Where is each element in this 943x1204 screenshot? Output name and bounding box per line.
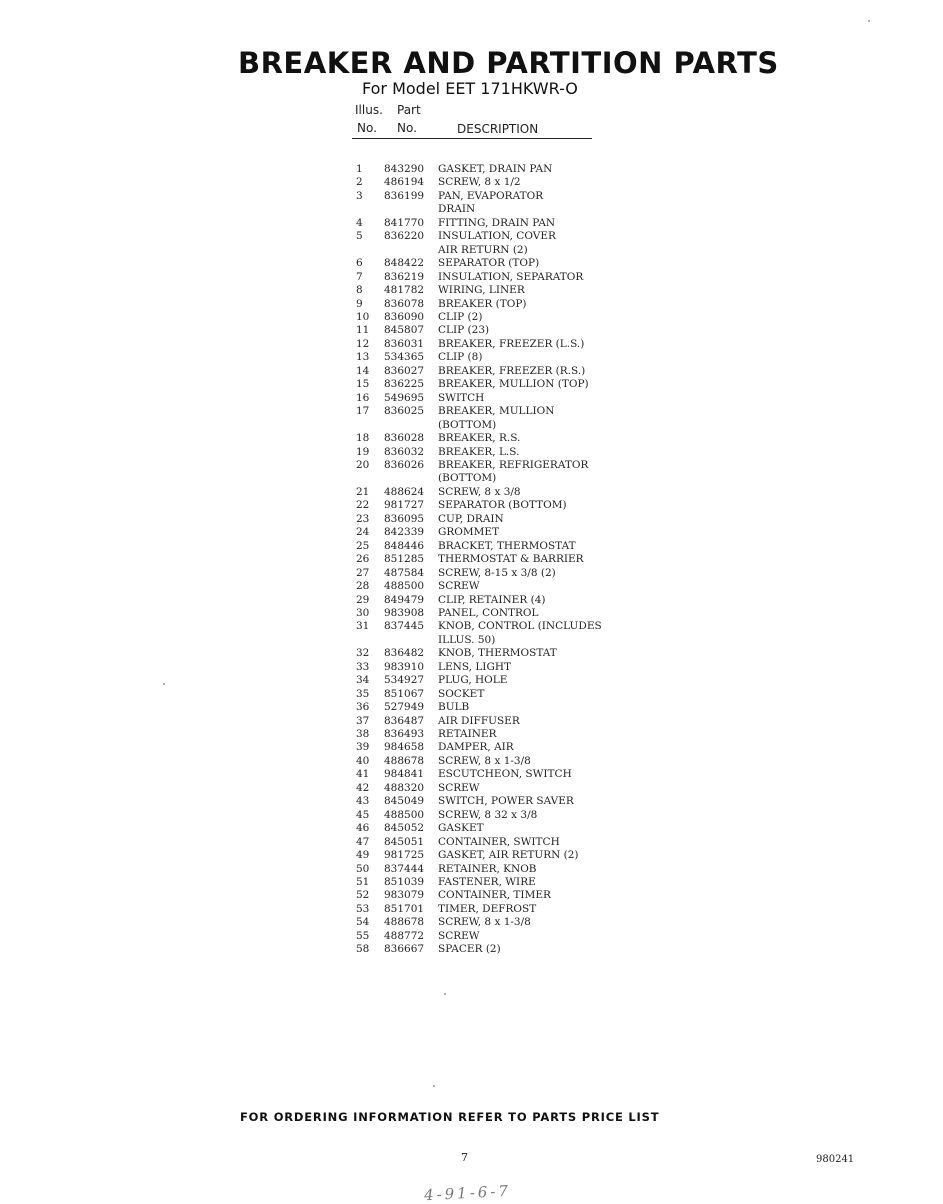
illus-number: 6 — [356, 257, 363, 270]
part-number: 845052 — [384, 822, 425, 835]
illus-number: 20 — [356, 458, 370, 471]
parts-row — [356, 809, 616, 822]
part-number: 983910 — [384, 660, 425, 673]
part-number: 836026 — [384, 458, 425, 471]
illus-number: 27 — [356, 566, 370, 579]
parts-row — [356, 715, 616, 728]
part-number — [384, 419, 438, 432]
part-number — [384, 472, 438, 485]
part-description: LENS, LIGHT — [438, 660, 511, 673]
parts-row — [356, 661, 616, 674]
illus-number: 58 — [356, 943, 370, 956]
part-number: 534927 — [384, 674, 425, 687]
part-number: 981725 — [384, 849, 425, 862]
illus-number: 5 — [356, 230, 363, 243]
part-number: 851067 — [384, 687, 425, 700]
illus-number: 23 — [356, 512, 370, 525]
parts-row — [356, 217, 616, 230]
part-description: ILLUS. 50) — [438, 633, 496, 646]
parts-row — [356, 392, 616, 405]
column-header-illus-no: No. — [357, 121, 377, 135]
parts-row — [356, 688, 616, 701]
illus-number: 4 — [356, 216, 363, 229]
part-description: AIR DIFFUSER — [438, 714, 520, 727]
part-description: GASKET, DRAIN PAN — [438, 163, 553, 175]
illus-number: 50 — [356, 862, 370, 875]
illus-number: 38 — [356, 728, 370, 741]
illus-number: 11 — [356, 324, 370, 337]
parts-row — [356, 755, 616, 768]
parts-row — [356, 553, 616, 566]
parts-row — [356, 620, 616, 633]
model-subtitle: For Model EET 171HKWR-O — [362, 79, 578, 98]
parts-row — [356, 701, 616, 714]
part-description: SCREW, 8 x 1-3/8 — [438, 754, 531, 767]
illus-number: 36 — [356, 701, 370, 714]
part-number: 851701 — [384, 902, 425, 915]
part-number: 527949 — [384, 701, 425, 714]
part-description: WIRING, LINER — [438, 284, 525, 297]
header-rule — [352, 138, 592, 139]
illus-number: 41 — [356, 768, 370, 781]
illus-number: 15 — [356, 378, 370, 391]
part-number: 837445 — [384, 620, 425, 633]
parts-row — [356, 863, 616, 876]
part-number: 983079 — [384, 889, 425, 902]
illus-number: 9 — [356, 297, 363, 310]
parts-row — [356, 876, 616, 889]
parts-row — [356, 607, 616, 620]
part-number: 836032 — [384, 445, 425, 458]
parts-row — [356, 244, 616, 257]
part-description: BREAKER, MULLION (TOP) — [438, 378, 589, 391]
illus-number: 54 — [356, 916, 370, 929]
part-number: 488624 — [384, 485, 425, 498]
part-description: (BOTTOM) — [438, 472, 497, 485]
part-description: AIR RETURN (2) — [438, 243, 528, 256]
parts-row — [356, 526, 616, 539]
part-description: CLIP (8) — [438, 351, 483, 364]
parts-row — [356, 324, 616, 337]
part-number: 837444 — [384, 862, 425, 875]
part-description: FITTING, DRAIN PAN — [438, 216, 556, 229]
illus-number: 33 — [356, 660, 370, 673]
part-description: GASKET, AIR RETURN (2) — [438, 849, 579, 862]
part-number: 549695 — [384, 391, 425, 404]
illus-number: 34 — [356, 674, 370, 687]
part-number: 836220 — [384, 230, 425, 243]
parts-row — [356, 311, 616, 324]
illus-number — [356, 419, 384, 432]
parts-row — [356, 849, 616, 862]
illus-number: 52 — [356, 889, 370, 902]
illus-number: 26 — [356, 553, 370, 566]
handwritten-note: 4-91-6-7 — [423, 1181, 512, 1204]
part-description: SCREW, 8-15 x 3/8 (2) — [438, 566, 556, 579]
part-number: 836095 — [384, 512, 425, 525]
part-number: 488500 — [384, 808, 425, 821]
part-description: BREAKER, R.S. — [438, 432, 521, 445]
part-number: 836028 — [384, 432, 425, 445]
part-number: 836487 — [384, 714, 425, 727]
parts-row — [356, 889, 616, 902]
part-description: SWITCH, POWER SAVER — [438, 795, 574, 808]
part-number: 984658 — [384, 741, 425, 754]
part-number: 841770 — [384, 216, 425, 229]
illus-number: 25 — [356, 539, 370, 552]
parts-row — [356, 836, 616, 849]
parts-row — [356, 486, 616, 499]
part-description: PLUG, HOLE — [438, 674, 508, 687]
part-description: CUP, DRAIN — [438, 512, 504, 525]
parts-row — [356, 594, 616, 607]
parts-row — [356, 674, 616, 687]
part-number — [384, 634, 438, 647]
illus-number: 28 — [356, 580, 370, 593]
scan-speck — [444, 993, 446, 995]
parts-row — [356, 365, 616, 378]
part-description: SWITCH — [438, 391, 485, 404]
parts-row — [356, 580, 616, 593]
part-description: SOCKET — [438, 687, 485, 700]
illus-number: 13 — [356, 351, 370, 364]
part-description: SCREW — [438, 781, 480, 794]
part-number: 845049 — [384, 795, 425, 808]
illus-number: 1 — [356, 163, 363, 175]
part-number: 836225 — [384, 378, 425, 391]
illus-number: 47 — [356, 835, 370, 848]
part-number — [384, 244, 438, 257]
part-description: RETAINER, KNOB — [438, 862, 537, 875]
parts-row — [356, 903, 616, 916]
part-number: 534365 — [384, 351, 425, 364]
part-number: 836025 — [384, 405, 425, 418]
parts-row — [356, 472, 616, 485]
part-description: ESCUTCHEON, SWITCH — [438, 768, 572, 781]
illus-number: 51 — [356, 876, 370, 889]
parts-row — [356, 163, 616, 176]
part-description: SCREW, 8 32 x 3/8 — [438, 808, 538, 821]
parts-row — [356, 284, 616, 297]
page-title: BREAKER AND PARTITION PARTS — [238, 46, 779, 80]
illus-number: 45 — [356, 808, 370, 821]
parts-row — [356, 822, 616, 835]
part-number: 488500 — [384, 580, 425, 593]
part-number: 836482 — [384, 647, 425, 660]
parts-row — [356, 298, 616, 311]
parts-row — [356, 499, 616, 512]
parts-row — [356, 432, 616, 445]
part-description: GASKET — [438, 822, 484, 835]
part-description: SEPARATOR (TOP) — [438, 257, 540, 270]
illus-number: 29 — [356, 593, 370, 606]
part-description: GROMMET — [438, 526, 500, 539]
part-description: INSULATION, SEPARATOR — [438, 270, 584, 283]
illus-number: 46 — [356, 822, 370, 835]
illus-number: 35 — [356, 687, 370, 700]
part-description: SCREW, 8 x 1/2 — [438, 176, 521, 189]
part-description: (BOTTOM) — [438, 418, 497, 431]
column-header-illus: Illus. — [355, 103, 383, 117]
part-description: BREAKER, L.S. — [438, 445, 520, 458]
part-description: BREAKER (TOP) — [438, 297, 527, 310]
part-description: INSULATION, COVER — [438, 230, 556, 243]
illus-number: 3 — [356, 189, 363, 202]
illus-number: 21 — [356, 485, 370, 498]
part-number: 983908 — [384, 606, 425, 619]
part-description: TIMER, DEFROST — [438, 902, 537, 915]
part-description: CONTAINER, TIMER — [438, 889, 551, 902]
part-description: DRAIN — [438, 203, 476, 216]
parts-row — [356, 741, 616, 754]
illus-number: 22 — [356, 499, 370, 512]
parts-row — [356, 378, 616, 391]
part-number: 836090 — [384, 310, 425, 323]
part-number: 836078 — [384, 297, 425, 310]
illus-number — [356, 634, 384, 647]
part-number: 836493 — [384, 728, 425, 741]
part-number: 486194 — [384, 176, 425, 189]
part-description: DAMPER, AIR — [438, 741, 514, 754]
scan-speck — [433, 1085, 435, 1087]
illus-number — [356, 244, 384, 257]
parts-row — [356, 728, 616, 741]
parts-row — [356, 203, 616, 216]
document-code: 980241 — [816, 1154, 855, 1165]
ordering-note: FOR ORDERING INFORMATION REFER TO PARTS PRICE LIST — [240, 1110, 660, 1124]
scan-speck — [868, 20, 870, 22]
illus-number: 30 — [356, 606, 370, 619]
illus-number: 10 — [356, 310, 370, 323]
part-description: BULB — [438, 701, 470, 714]
part-description: CLIP (23) — [438, 324, 490, 337]
part-description: CONTAINER, SWITCH — [438, 835, 560, 848]
illus-number: 18 — [356, 432, 370, 445]
part-description: RETAINER — [438, 728, 497, 741]
part-description: BREAKER, REFRIGERATOR — [438, 458, 589, 471]
illus-number: 2 — [356, 176, 363, 189]
illus-number: 16 — [356, 391, 370, 404]
parts-row — [356, 230, 616, 243]
parts-row — [356, 459, 616, 472]
parts-row — [356, 634, 616, 647]
illus-number — [356, 472, 384, 485]
part-description: BRACKET, THERMOSTAT — [438, 539, 576, 552]
parts-row — [356, 567, 616, 580]
parts-row — [356, 943, 616, 956]
illus-number: 7 — [356, 270, 363, 283]
part-description: BREAKER, FREEZER (L.S.) — [438, 337, 585, 350]
parts-row — [356, 916, 616, 929]
part-description: FASTENER, WIRE — [438, 876, 536, 889]
part-number: 845807 — [384, 324, 425, 337]
parts-row — [356, 176, 616, 189]
part-description: KNOB, CONTROL (INCLUDES — [438, 620, 602, 633]
part-number: 836027 — [384, 364, 425, 377]
part-number: 845051 — [384, 835, 425, 848]
part-description: BREAKER, MULLION — [438, 405, 555, 418]
illus-number: 8 — [356, 284, 363, 297]
part-number: 488678 — [384, 754, 425, 767]
parts-row — [356, 930, 616, 943]
part-number: 848446 — [384, 539, 425, 552]
scan-speck — [163, 683, 165, 685]
illus-number: 42 — [356, 781, 370, 794]
part-number: 481782 — [384, 284, 425, 297]
illus-number: 49 — [356, 849, 370, 862]
parts-row — [356, 795, 616, 808]
parts-row — [356, 647, 616, 660]
illus-number: 55 — [356, 929, 370, 942]
part-number: 843290 — [384, 163, 425, 175]
page-number: 7 — [461, 1151, 468, 1164]
part-number: 848422 — [384, 257, 425, 270]
illus-number: 53 — [356, 902, 370, 915]
parts-row — [356, 540, 616, 553]
column-header-part-no: No. — [397, 121, 417, 135]
part-description: SCREW, 8 x 3/8 — [438, 485, 521, 498]
part-number: 488772 — [384, 929, 425, 942]
column-header-part: Part — [397, 103, 421, 117]
part-description: CLIP, RETAINER (4) — [438, 593, 546, 606]
part-description: BREAKER, FREEZER (R.S.) — [438, 364, 586, 377]
part-description: PANEL, CONTROL — [438, 606, 539, 619]
parts-row — [356, 351, 616, 364]
part-number: 981727 — [384, 499, 425, 512]
part-number: 851039 — [384, 876, 425, 889]
illus-number: 40 — [356, 754, 370, 767]
parts-list — [356, 163, 616, 957]
part-number: 488320 — [384, 781, 425, 794]
part-description: PAN, EVAPORATOR — [438, 189, 544, 202]
part-description: KNOB, THERMOSTAT — [438, 647, 557, 660]
part-number — [384, 203, 438, 216]
part-description: SCREW, 8 x 1-3/8 — [438, 916, 531, 929]
part-number: 836219 — [384, 270, 425, 283]
illus-number: 31 — [356, 620, 370, 633]
part-description: SCREW — [438, 580, 480, 593]
part-description: CLIP (2) — [438, 310, 483, 323]
parts-row — [356, 782, 616, 795]
column-header-description: DESCRIPTION — [457, 122, 539, 136]
parts-row — [356, 446, 616, 459]
illus-number: 39 — [356, 741, 370, 754]
parts-row — [356, 257, 616, 270]
part-number: 836199 — [384, 189, 425, 202]
parts-row — [356, 271, 616, 284]
part-number: 842339 — [384, 526, 425, 539]
part-description: SCREW — [438, 929, 480, 942]
illus-number: 37 — [356, 714, 370, 727]
part-number: 984841 — [384, 768, 425, 781]
part-number: 836031 — [384, 337, 425, 350]
illus-number — [356, 203, 384, 216]
parts-row — [356, 768, 616, 781]
part-number: 488678 — [384, 916, 425, 929]
part-number: 487584 — [384, 566, 425, 579]
part-number: 849479 — [384, 593, 425, 606]
part-description: SPACER (2) — [438, 943, 501, 956]
parts-row — [356, 190, 616, 203]
part-description: SEPARATOR (BOTTOM) — [438, 499, 567, 512]
illus-number: 12 — [356, 337, 370, 350]
illus-number: 17 — [356, 405, 370, 418]
parts-row — [356, 513, 616, 526]
illus-number: 14 — [356, 364, 370, 377]
part-number: 851285 — [384, 553, 425, 566]
illus-number: 32 — [356, 647, 370, 660]
part-description: THERMOSTAT & BARRIER — [438, 553, 584, 566]
illus-number: 43 — [356, 795, 370, 808]
parts-row — [356, 419, 616, 432]
parts-row — [356, 338, 616, 351]
parts-row — [356, 405, 616, 418]
part-number: 836667 — [384, 943, 425, 956]
illus-number: 24 — [356, 526, 370, 539]
illus-number: 19 — [356, 445, 370, 458]
